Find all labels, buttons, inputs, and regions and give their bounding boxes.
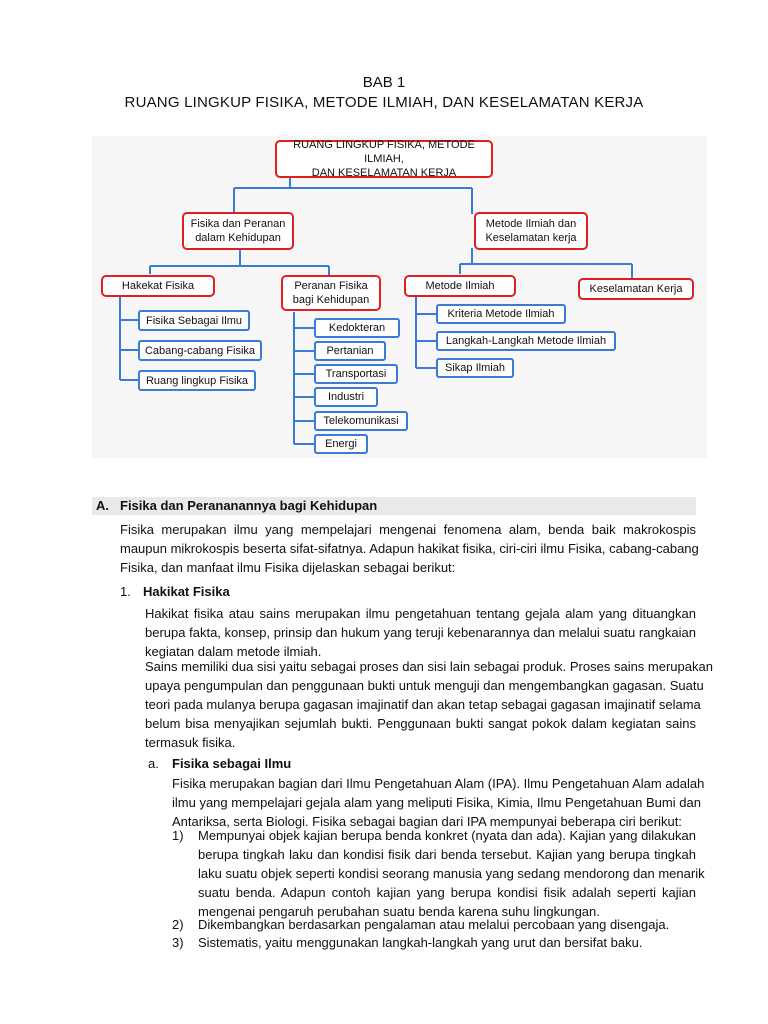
paragraph-line: berupa fakta, konsep, prinsip dan hukum yang teruji kebenarannya dan melalui suatu rangkaian	[145, 625, 696, 640]
peranan-item: Telekomunikasi	[314, 411, 408, 431]
hakekat-item: Ruang lingkup Fisika	[138, 370, 256, 391]
concept-diagram	[92, 136, 707, 458]
metode-item: Langkah-Langkah Metode Ilmiah	[436, 331, 616, 351]
paragraph-line: kegiatan dalam metode ilmiah.	[145, 644, 322, 659]
hakekat-item: Fisika Sebagai Ilmu	[138, 310, 250, 331]
diagram-root: RUANG LINGKUP FISIKA, METODE ILMIAH, DAN KESELAMATAN KERJA	[275, 140, 493, 178]
paragraph-line: Fisika, dan manfaat ilmu Fisika dijelaskan sebagai berikut:	[120, 560, 456, 575]
chapter-label: BAB 1	[362, 74, 406, 91]
paragraph-line: belum bisa menyajikan sejumlah bukti. Penggunaan bukti sangat pokok dalam kegiatan sains	[145, 716, 696, 731]
subsection-1-number: 1.	[120, 584, 131, 599]
diagram-right-branch: Metode Ilmiah dan Keselamatan kerja	[474, 212, 588, 250]
section-a-intro	[120, 520, 699, 577]
diagram-left-branch: Fisika dan Peranan dalam Kehidupan	[182, 212, 294, 250]
paragraph-line: maupun mikrokospis beserta sifat-sifatnya. Adapun hakikat fisika, ciri-ciri ilmu Fisika, cabang-cabang	[120, 541, 699, 556]
hakikat-paragraph-1	[145, 604, 696, 661]
paragraph-line: Sistematis, yaitu menggunakan langkah-langkah yang urut dan bersifat baku.	[198, 935, 643, 950]
node-keselamatan: Keselamatan Kerja	[578, 278, 694, 300]
paragraph-line: ilmu yang mempelajari gejala alam yang meliputi Fisika, Kimia, Ilmu Pengetahuan Bumi dan	[172, 795, 701, 810]
paragraph-line: Dikembangkan berdasarkan pengalaman atau melalui percobaan yang disengaja.	[198, 917, 670, 932]
metode-item: Kriteria Metode Ilmiah	[436, 304, 566, 324]
list-number: 3)	[172, 935, 184, 950]
peranan-item: Transportasi	[314, 364, 398, 384]
paragraph-line: upaya pengumpulan dan penggunaan bukti untuk menguji dan mengembangkan gagasan. Suatu	[145, 678, 704, 693]
paragraph-line: Hakikat fisika atau sains merupakan ilmu pengetahuan tentang gejala alam yang dituangkan	[145, 606, 696, 621]
hakikat-paragraph-2	[145, 657, 713, 752]
subsection-1-title: Hakikat Fisika	[143, 584, 230, 599]
paragraph-line: teori pada mulanya berupa gagasan imajinatif dan akan tetap sebagai gagasan imajinatif selama	[145, 697, 701, 712]
peranan-item: Kedokteran	[314, 318, 400, 338]
paragraph-line: Mempunyai objek kajian berupa benda konkret (nyata dan ada). Kajian yang dilakukan	[198, 828, 696, 843]
subsection-a-title: Fisika sebagai Ilmu	[172, 756, 292, 771]
fisika-ilmu-intro	[172, 774, 705, 831]
list-number: 2)	[172, 917, 184, 932]
section-a-title: Fisika dan Perananannya bagi Kehidupan	[120, 498, 378, 513]
paragraph-line: Fisika merupakan bagian dari Ilmu Pengetahuan Alam (IPA). Ilmu Pengetahuan Alam adalah	[172, 776, 705, 791]
peranan-item: Energi	[314, 434, 368, 454]
paragraph-line: laku suatu objek seperti kondisi seorang manusia yang sedang mendorong dan menarik	[198, 866, 705, 881]
subsection-a-letter: a.	[148, 756, 159, 771]
node-metode: Metode Ilmiah	[404, 275, 516, 297]
paragraph-line: suatu benda. Adapun contoh kajian yang berupa kondisi fisik adalah seperti kajian	[198, 885, 696, 900]
list-number: 1)	[172, 828, 184, 843]
list-item	[198, 915, 696, 934]
node-hakekat: Hakekat Fisika	[101, 275, 215, 297]
node-peranan: Peranan Fisika bagi Kehidupan	[281, 275, 381, 311]
paragraph-line: mengenai pengaruh perubahan suatu benda karena suhu lingkungan.	[198, 904, 600, 919]
paragraph-line: Antariksa, serta Biologi. Fisika sebagai bagian dari IPA mempunyai beberapa ciri berikut:	[172, 814, 682, 829]
peranan-item: Pertanian	[314, 341, 386, 361]
paragraph-line: Sains memiliki dua sisi yaitu sebagai proses dan sisi lain sebagai produk. Proses sains merupakan	[145, 659, 713, 674]
peranan-item: Industri	[314, 387, 378, 407]
chapter-title: RUANG LINGKUP FISIKA, METODE ILMIAH, DAN KESELAMATAN KERJA	[124, 94, 644, 111]
paragraph-line: Fisika merupakan ilmu yang mempelajari mengenai fenomena alam, benda baik makrokospis	[120, 522, 696, 537]
list-item	[198, 933, 696, 952]
paragraph-line: termasuk fisika.	[145, 735, 236, 750]
section-a-number: A.	[96, 498, 109, 513]
section-a-heading	[92, 497, 696, 515]
list-item	[198, 826, 705, 921]
paragraph-line: berupa tingkah laku dan kondisi fisik dari benda tersebut. Kajian yang berupa tingkah	[198, 847, 696, 862]
metode-item: Sikap Ilmiah	[436, 358, 514, 378]
hakekat-item: Cabang-cabang Fisika	[138, 340, 262, 361]
